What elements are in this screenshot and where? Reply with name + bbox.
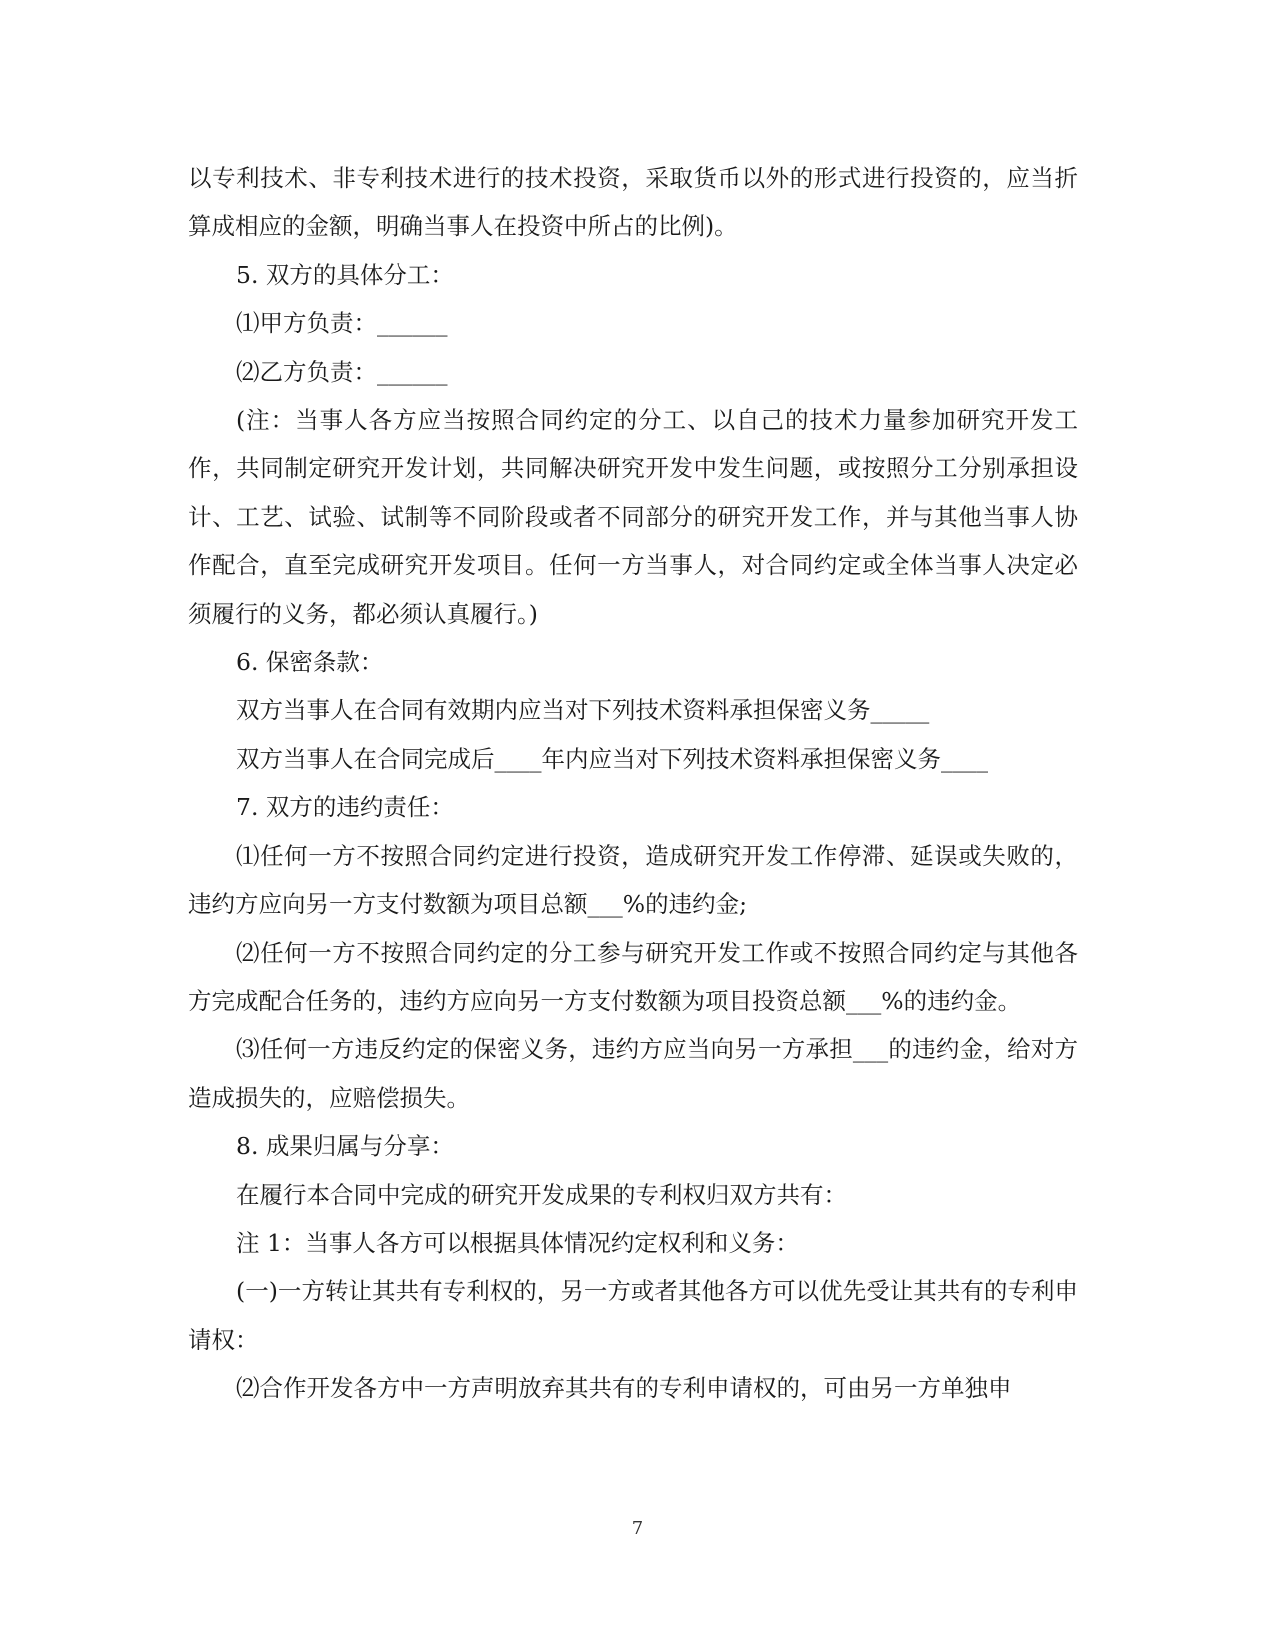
paragraph: ⑵任何一方不按照合同约定的分工参与研究开发工作或不按照合同约定与其他各方完成配合任务的，违约方应向另一方支付数额为项目投资总额___%的违约金。: [188, 938, 1078, 1015]
paragraph: 双方当事人在合同有效期内应当对下列技术资料承担保密义务_____: [236, 696, 930, 725]
note-paragraph: (注：当事人各方应当按照合同约定的分工、以自己的技术力量参加研究开发工作，共同制定研究开发计划，共同解决研究开发中发生问题，或按照分工分别承担设计、工艺、试验、试制等不同阶段或者不同部分的研究开发工作，并与其他当事人协作配合，直至完成研究开发项目。任何一方当事人，对合同约定或全体当事人决定必须履行的义务，都必须认真履行。): [188, 406, 1078, 628]
page-number: 7: [631, 1518, 644, 1539]
section-heading: 6. 保密条款：: [236, 648, 384, 677]
paragraph: 在履行本合同中完成的研究开发成果的专利权归双方共有：: [236, 1180, 847, 1209]
paragraph: ⑵合作开发各方中一方声明放弃其共有的专利申请权的，可由另一方单独申: [236, 1374, 1012, 1403]
note-paragraph: 注 1：当事人各方可以根据具体情况约定权利和义务：: [236, 1228, 799, 1257]
document-body: [188, 154, 1078, 1413]
paragraph: ⑴甲方负责：______: [236, 309, 448, 338]
paragraph: ⑵乙方负责：______: [236, 357, 448, 386]
paragraph: ⑶任何一方违反约定的保密义务，违约方应当向另一方承担___的违约金，给对方造成损失的，应赔偿损失。: [188, 1035, 1078, 1112]
section-heading: 7. 双方的违约责任：: [236, 793, 454, 822]
paragraph: 以专利技术、非专利技术进行的技术投资，采取货币以外的形式进行投资的，应当折算成相应的金额，明确当事人在投资中所占的比例)。: [188, 164, 1078, 241]
paragraph: ⑴任何一方不按照合同约定进行投资，造成研究开发工作停滞、延误或失败的，违约方应向另一方支付数额为项目总额___%的违约金;: [188, 841, 1078, 919]
paragraph: 双方当事人在合同完成后____年内应当对下列技术资料承担保密义务____: [236, 744, 988, 773]
paragraph: (一)一方转让其共有专利权的，另一方或者其他各方可以优先受让其共有的专利申请权：: [188, 1277, 1078, 1354]
section-heading: 5. 双方的具体分工：: [236, 260, 454, 289]
section-heading: 8. 成果归属与分享：: [236, 1132, 454, 1161]
